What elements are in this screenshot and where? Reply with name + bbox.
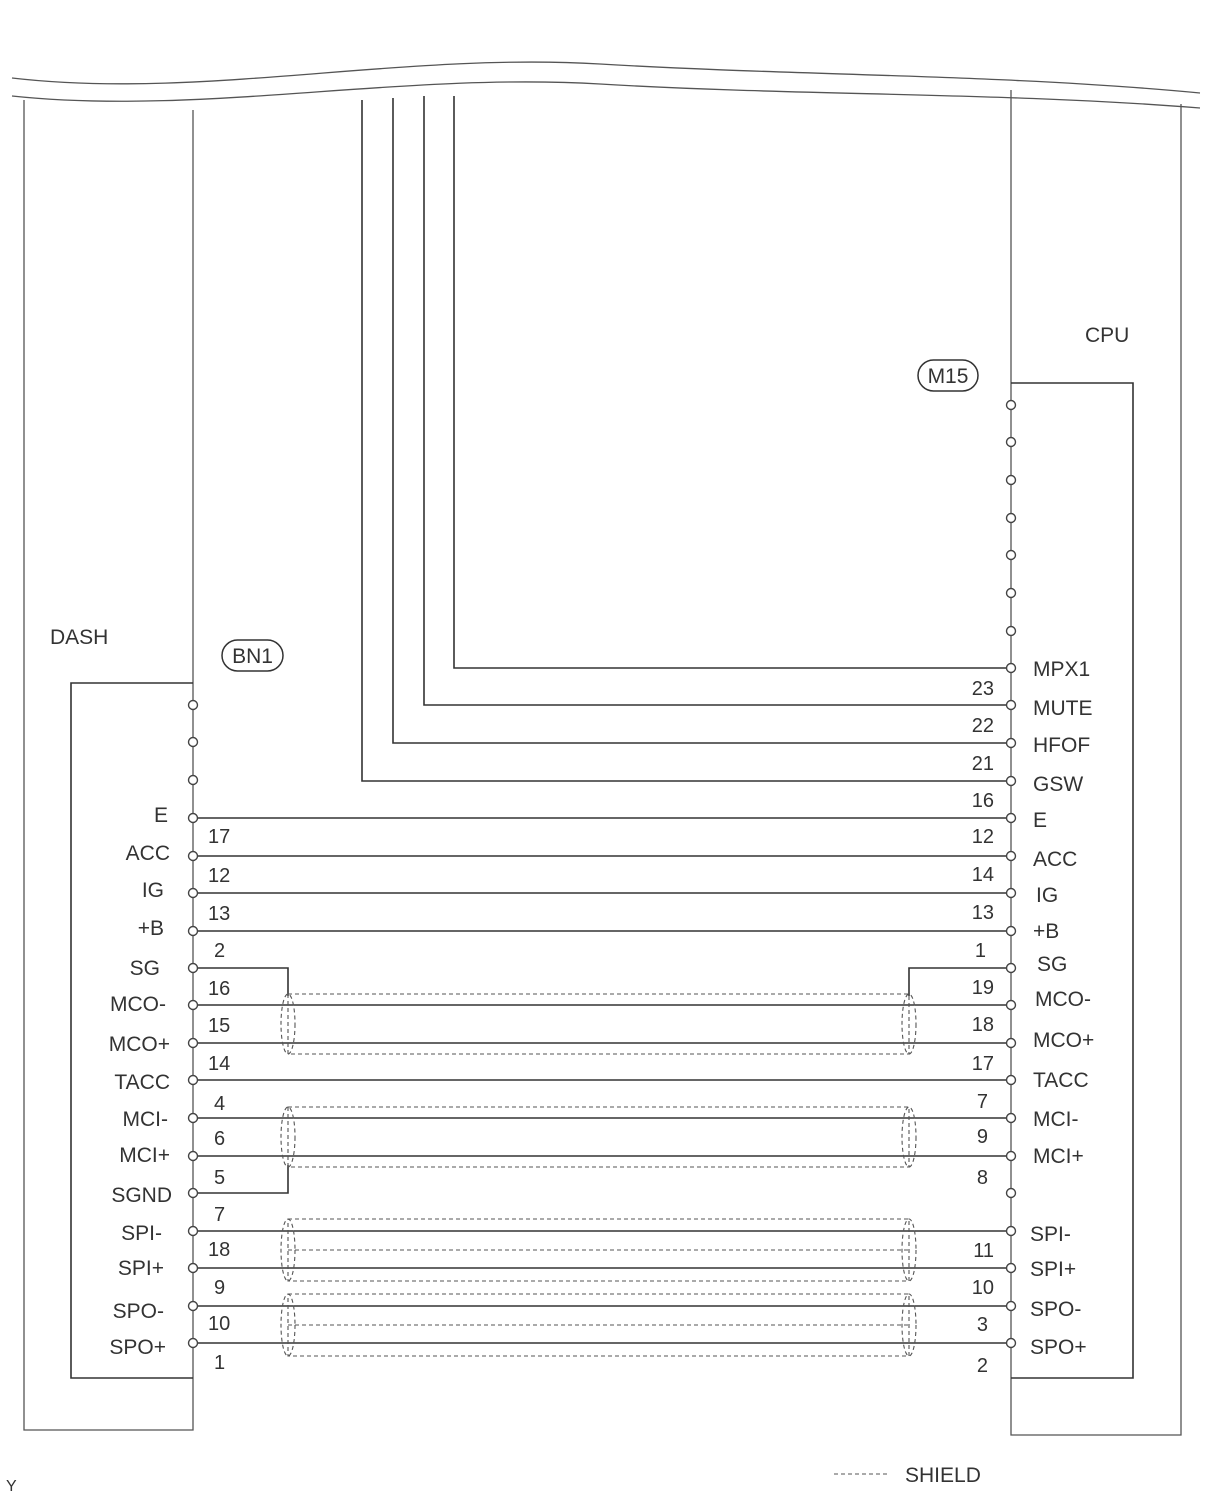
dash-pins	[189, 814, 198, 1348]
cpu-label-mpx1: MPX1	[1033, 658, 1091, 681]
dash-label-spi-minus: SPI-	[121, 1222, 162, 1245]
cpu-pin-num: 16	[971, 790, 994, 812]
cpu-pin-numbers	[972, 678, 994, 1377]
dash-pin-num: 9	[214, 1277, 226, 1299]
dash-label-tacc: TACC	[114, 1071, 170, 1094]
dash-name: DASH	[50, 626, 109, 649]
cpu-label-e: E	[1033, 809, 1048, 832]
wire-sg-right-drain	[909, 968, 1011, 996]
dash-pin-num: 17	[208, 826, 231, 848]
dash-pin-num: 7	[214, 1204, 226, 1226]
dash-pin-num: 16	[208, 978, 231, 1000]
cpu-pin-num: 8	[976, 1167, 988, 1189]
break-line-lower	[12, 82, 1200, 108]
cpu-signal-labels	[1030, 658, 1094, 1359]
connector-badge-bn1	[222, 640, 283, 671]
dash-pin-num: 2	[214, 940, 226, 962]
dash-pin-num: 14	[208, 1053, 231, 1075]
wire-sgnd-drain	[193, 1165, 288, 1193]
cpu-pin-num: 2	[976, 1355, 988, 1377]
cpu-label-plusb: +B	[1033, 920, 1060, 943]
cpu-label-acc: ACC	[1033, 848, 1078, 871]
dash-outer-boundary	[24, 100, 193, 1430]
dash-label-mci-minus: MCI-	[122, 1108, 168, 1131]
cpu-label-spi-plus: SPI+	[1030, 1258, 1077, 1281]
dash-label-e: E	[153, 804, 168, 827]
shield-legend-label: SHIELD	[905, 1464, 981, 1487]
cpu-pin-num: 14	[971, 864, 994, 886]
dash-label-spo-minus: SPO-	[112, 1300, 164, 1323]
cpu-pin-num: 12	[971, 826, 994, 848]
cpu-pin-num: 19	[971, 977, 994, 999]
dash-pin-num: 5	[214, 1167, 226, 1189]
shield-spi	[281, 1219, 916, 1281]
dash-pin-num: 13	[208, 903, 231, 925]
connector-badge-m15	[918, 360, 978, 391]
cpu-label-ig: IG	[1036, 884, 1059, 907]
dash-label-spo-plus: SPO+	[109, 1336, 166, 1359]
cpu-label-hfof: HFOF	[1033, 734, 1091, 757]
cpu-pin-num: 21	[971, 753, 994, 775]
cpu-label-spo-plus: SPO+	[1030, 1336, 1087, 1359]
cpu-pin-num: 22	[971, 715, 994, 737]
dash-label-mci-plus: MCI+	[119, 1144, 170, 1167]
cpu-label-spi-minus: SPI-	[1030, 1223, 1071, 1246]
shield-mci	[281, 1107, 916, 1167]
dash-pin-num: 6	[214, 1128, 226, 1150]
dash-label-spi-plus: SPI+	[117, 1257, 164, 1280]
wire-gsw	[362, 100, 1011, 781]
dash-label-sgnd: SGND	[111, 1184, 172, 1207]
cpu-label-mco-minus: MCO-	[1035, 988, 1091, 1011]
horizontal-wires	[193, 818, 1011, 1343]
dash-label-mco-minus: MCO-	[110, 993, 166, 1016]
cpu-pin-num: 17	[971, 1053, 994, 1075]
shield-spo	[281, 1294, 916, 1356]
connector-m15-label: M15	[927, 365, 969, 388]
cpu-label-tacc: TACC	[1033, 1069, 1089, 1092]
corner-mark: Y	[6, 1478, 17, 1495]
cpu-label-sg: SG	[1037, 953, 1068, 976]
cpu-label-gsw: GSW	[1033, 773, 1084, 796]
dash-pin-num: 10	[208, 1313, 231, 1335]
dash-pin-num: 15	[208, 1015, 231, 1037]
dash-label-acc: ACC	[125, 842, 170, 865]
wire-hfof	[393, 98, 1011, 743]
cpu-pin-num: 10	[971, 1277, 994, 1299]
cpu-pin-num: 18	[971, 1014, 994, 1036]
break-line-upper	[12, 62, 1200, 93]
dash-pin-num: 18	[208, 1239, 231, 1261]
dash-pin-num: 12	[208, 865, 231, 887]
cpu-pin-num: 7	[976, 1091, 988, 1113]
cpu-pin-num: 3	[976, 1314, 988, 1336]
cpu-label-spo-minus: SPO-	[1030, 1298, 1082, 1321]
dash-label-ig: IG	[141, 879, 164, 902]
cpu-label-mute: MUTE	[1033, 697, 1093, 720]
dash-label-sg: SG	[129, 957, 160, 980]
cpu-label-mco-plus: MCO+	[1033, 1029, 1095, 1052]
cpu-label-mci-plus: MCI+	[1033, 1145, 1084, 1168]
dash-signal-labels	[109, 804, 172, 1359]
dash-label-plusb: +B	[137, 917, 164, 940]
dash-label-mco-plus: MCO+	[108, 1033, 170, 1056]
shield-legend	[834, 1464, 981, 1487]
cpu-pin-num: 13	[971, 902, 994, 924]
cpu-pin-num: 23	[971, 678, 994, 700]
cpu-name: CPU	[1085, 324, 1130, 347]
cpu-pin-num: 11	[973, 1240, 994, 1262]
wire-mute	[424, 96, 1011, 705]
cpu-label-mci-minus: MCI-	[1033, 1108, 1079, 1131]
connector-bn1-label: BN1	[232, 645, 273, 668]
dash-pin-num: 1	[214, 1352, 226, 1374]
cpu-pin-num: 9	[976, 1126, 988, 1148]
dash-pin-numbers	[208, 826, 230, 1374]
dash-pin-num: 4	[214, 1093, 226, 1115]
shield-mco	[281, 994, 916, 1054]
cpu-pin-num: 1	[974, 940, 986, 962]
